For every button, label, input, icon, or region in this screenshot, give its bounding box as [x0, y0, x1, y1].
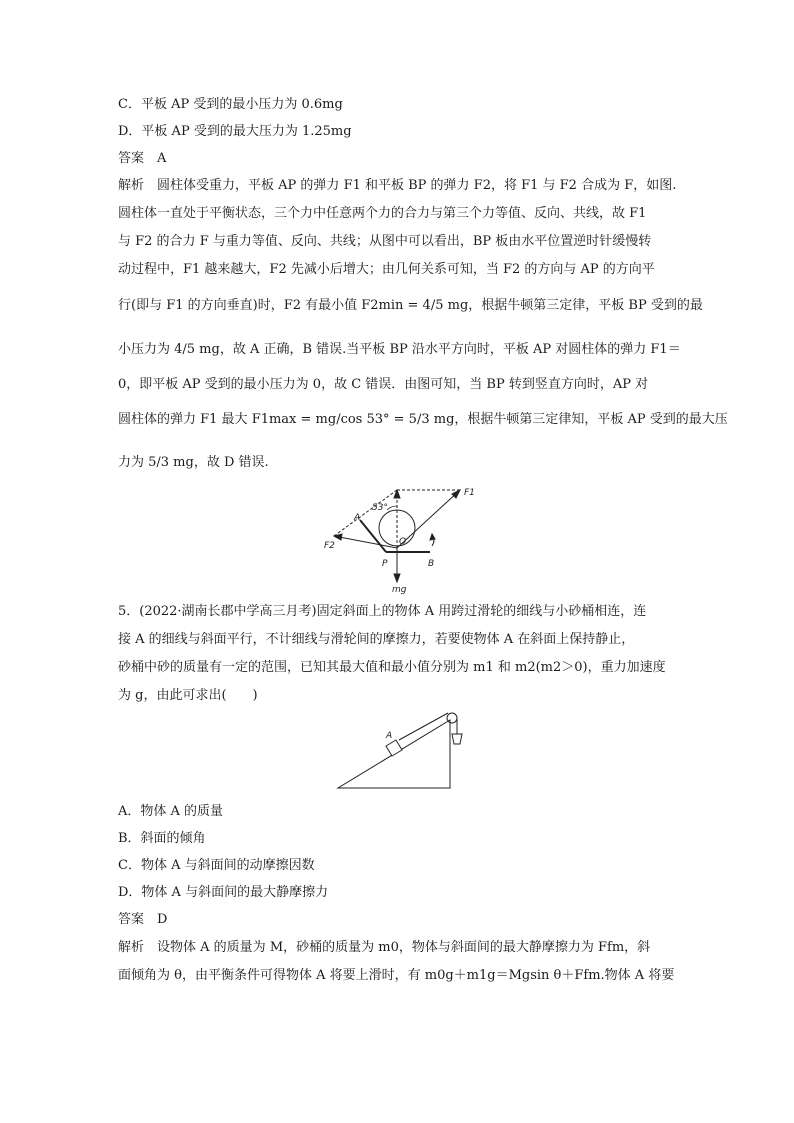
answer-value: A	[157, 151, 167, 166]
label-b: B	[428, 559, 435, 569]
label-a: A	[354, 513, 361, 523]
q5-analysis-line-2: 面倾角为 θ，由平衡条件可得物体 A 将要上滑时，有 m0g＋m1g＝Mgsin θ＋Ffm.物体 A 将要	[118, 968, 675, 983]
q5-option-a: A．物体 A 的质量	[118, 804, 224, 819]
analysis-line-3: 与 F2 的合力 F 与重力等值、反向、共线；从图中可以看出，BP 板由水平位置逆时针缓慢转	[118, 234, 652, 249]
analysis-line-9: 力为 5/3 mg，故 D 错误.	[118, 455, 269, 470]
label-f1: F1	[464, 488, 475, 498]
analysis-line-1: 解析 圆柱体受重力，平板 AP 的弹力 F1 和平板 BP 的弹力 F2，将 F1 与 F2 合成为 F，如图.	[118, 178, 677, 193]
analysis-line-7: 0，即平板 AP 受到的最小压力为 0，故 C 错误．由图可知，当 BP 转到竖直方向时，AP 对	[118, 377, 649, 392]
analysis-line-8: 圆柱体的弹力 F1 最大 F1max = mg/cos 53° = 5/3 mg，根据牛顿第三定律知，平板 AP 受到的最大压	[118, 412, 728, 427]
q5-option-c: C．物体 A 与斜面间的动摩擦因数	[118, 858, 315, 873]
label-mg: mg	[392, 585, 407, 595]
q5-stem-4: 为 g，由此可求出( )	[118, 688, 258, 703]
label-f2: F2	[324, 541, 335, 551]
label-o: O	[399, 537, 407, 547]
analysis-line-6: 小压力为 4/5 mg，故 A 正确，B 错误.当平板 BP 沿水平方向时，平板 AP 对圆柱体的弹力 F1＝	[118, 342, 681, 357]
analysis-line-2: 圆柱体一直处于平衡状态，三个力中任意两个力的合力与第三个力等值、反向、共线，故 F1	[118, 206, 647, 221]
q5-answer-label: 答案	[118, 912, 145, 927]
analysis-line-4: 动过程中，F1 越来越大，F2 先减小后增大；由几何关系可知，当 F2 的方向与 AP 的方向平	[118, 262, 655, 277]
q5-stem-1: 5．(2022·湖南长郡中学高三月考)固定斜面上的物体 A 用跨过滑轮的细线与小砂桶相连，连	[118, 604, 647, 619]
label-block-a: A	[386, 731, 393, 741]
analysis-label: 解析	[118, 178, 145, 193]
force-diagram	[320, 484, 490, 596]
q5-option-d: D．物体 A 与斜面间的最大静摩擦力	[118, 885, 329, 900]
option-d: D．平板 AP 受到的最大压力为 1.25mg	[118, 124, 352, 139]
analysis-line-5: 行(即与 F1 的方向垂直)时，F2 有最小值 F2min = 4/5 mg，根据牛顿第三定律，平板 BP 受到的最	[118, 298, 703, 313]
q5-stem-3: 砂桶中砂的质量有一定的范围，已知其最大值和最小值分别为 m1 和 m2(m2＞0)，重力加速度	[118, 660, 666, 675]
incline-diagram	[334, 710, 474, 792]
q5-stem-2: 接 A 的细线与斜面平行，不计细线与滑轮间的摩擦力，若要使物体 A 在斜面上保持静止，	[118, 632, 635, 647]
q5-option-b: B．斜面的倾角	[118, 831, 206, 846]
q5-answer-value: D	[157, 912, 168, 927]
answer-line	[118, 149, 678, 169]
q5-analysis-line-1: 解析 设物体 A 的质量为 M，砂桶的质量为 m0，物体与斜面间的最大静摩擦力为 Ffm，斜	[118, 940, 651, 955]
q5-answer-line	[118, 910, 678, 930]
label-angle: 53°	[372, 503, 388, 513]
option-c: C．平板 AP 受到的最小压力为 0.6mg	[118, 97, 343, 112]
answer-label: 答案	[118, 151, 145, 166]
q5-analysis-label: 解析	[118, 940, 145, 955]
label-p: P	[382, 559, 388, 569]
